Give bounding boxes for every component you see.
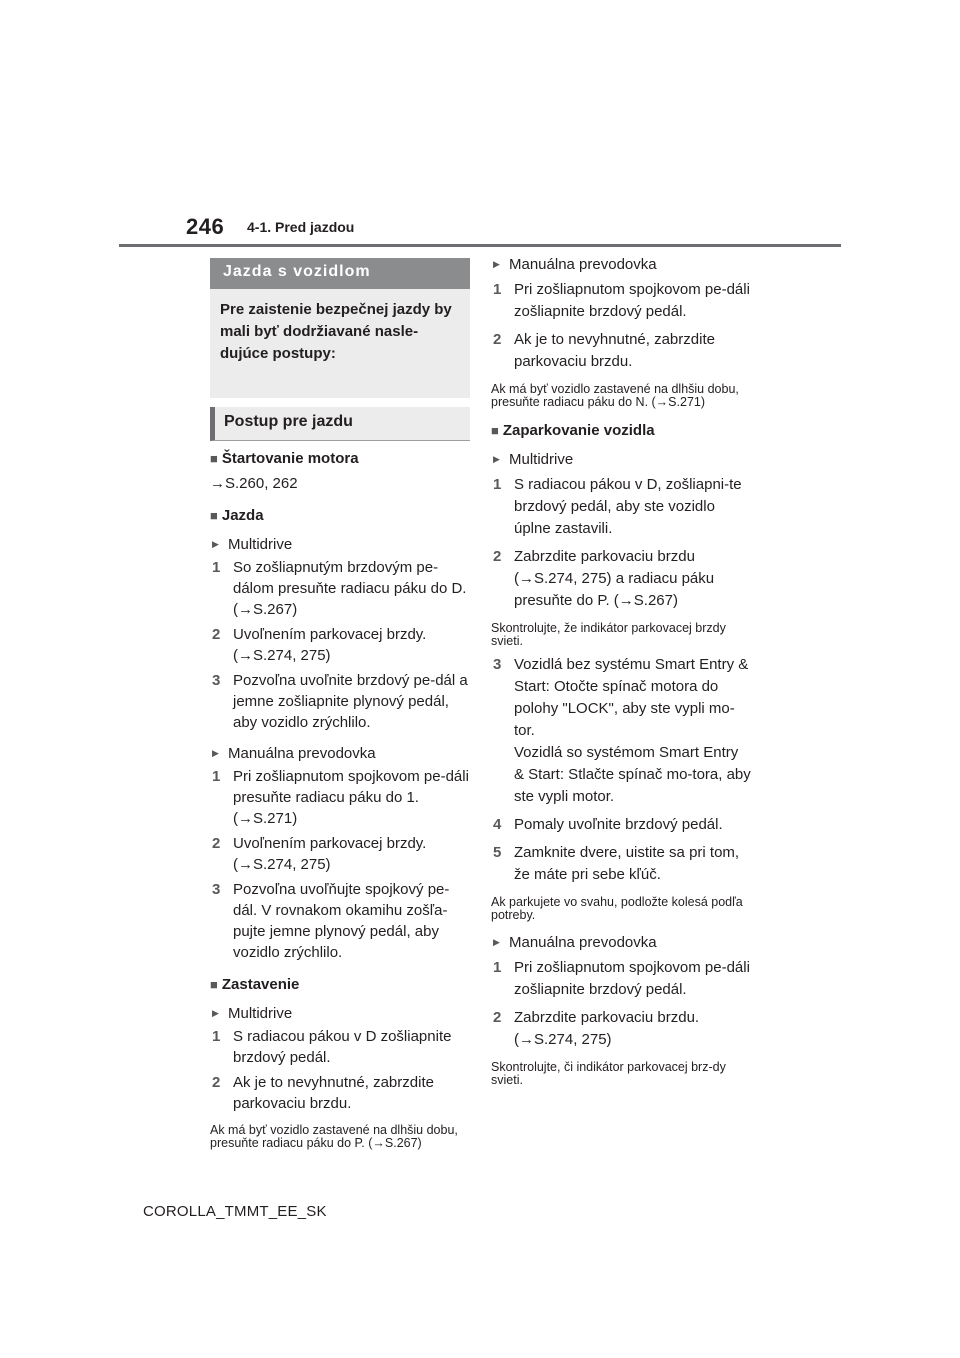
step-text: Ak je to nevyhnutné, zabrzdite parkovaciu brzdu.: [514, 331, 715, 370]
section-title: 4-1. Pred jazdou: [247, 219, 355, 235]
right-column: [491, 258, 751, 1087]
step-number: 2: [212, 626, 221, 643]
step: [210, 557, 470, 620]
step: [491, 842, 751, 886]
step-number: 1: [212, 559, 221, 576]
page-number: 246: [186, 214, 225, 239]
intro-text: Pre zaistenie bezpečnej jazdy by mali byť dodržiavané nasle-dujúce postupy:: [220, 301, 452, 362]
header-rule: [119, 244, 841, 247]
step-text: So zošliapnutým brzdovým pe-dálom presuňte radiacu páku do D. (→S.267): [233, 559, 467, 618]
step-number: 3: [212, 881, 221, 898]
step-number: 2: [212, 835, 221, 852]
step: [491, 957, 751, 1001]
subsection-title: Postup pre jazdu: [210, 407, 470, 441]
box-title: Jazda s vozidlom: [210, 258, 470, 289]
step-text: Pri zošliapnutom spojkovom pe-dáli presuňte radiacu páku do 1. (→S.271): [233, 768, 469, 827]
step: [491, 814, 751, 836]
heading-stopping: ■ Zastavenie: [210, 976, 470, 993]
step: [210, 670, 470, 733]
multidrive-label: ▶ Multidrive: [210, 1005, 470, 1022]
step-number: 1: [493, 476, 502, 493]
step-number: 2: [493, 1009, 502, 1026]
step-text-alt: Vozidlá so systémom Smart Entry & Start: Stlačte spínač mo-tora, aby ste vypli motor.: [514, 744, 751, 805]
step-number: 1: [212, 1028, 221, 1045]
step: [210, 624, 470, 666]
step-text: Zabrzdite parkovaciu brzdu. (→S.274, 275): [514, 1009, 700, 1048]
step-number: 2: [493, 548, 502, 565]
step-text: S radiacou pákou v D, zošliapni-te brzdový pedál, aby ste vozidlo úplne zastavili.: [514, 476, 742, 537]
step-text: Zamknite dvere, uistite sa pri tom, že máte pri sebe kľúč.: [514, 844, 740, 883]
step-text: Pozvoľna uvoľňujte spojkový pe-dál. V rovnakom okamihu zošľa-pujte jemne plynový pedál, aby vozidlo zrýchlilo.: [233, 881, 450, 961]
multidrive-label: ▶ Multidrive: [210, 536, 470, 553]
step: [210, 766, 470, 829]
step-number: 4: [493, 816, 502, 833]
start-ref: →S.260, 262: [210, 475, 298, 492]
step-text: Pomaly uvoľnite brzdový pedál.: [514, 816, 723, 833]
manual-label: ▶ Manuálna prevodovka: [491, 256, 751, 273]
note: Ak má byť vozidlo zastavené na dlhšiu dobu, presuňte radiacu páku do P. (→S.267): [210, 1123, 458, 1150]
step-text: Vozidlá bez systému Smart Entry & Start: Otočte spínač motora do polohy "LOCK", aby ste vypli mo-tor.: [514, 656, 749, 739]
left-column: [210, 258, 470, 1150]
step-text: Ak je to nevyhnutné, zabrzdite parkovaciu brzdu.: [233, 1074, 434, 1112]
step-text: Uvoľnením parkovacej brzdy. (→S.274, 275): [233, 835, 427, 873]
heading-start-engine: ■ Štartovanie motora: [210, 450, 470, 467]
step-number: 1: [493, 281, 502, 298]
manual-label: ▶ Manuálna prevodovka: [210, 745, 470, 762]
step-text: Zabrzdite parkovaciu brzdu (→S.274, 275) a radiacu páku presuňte do P. (→S.267): [514, 548, 715, 609]
footer-code: COROLLA_TMMT_EE_SK: [143, 1203, 327, 1220]
note: Skontrolujte, či indikátor parkovacej brz-dy svieti.: [491, 1060, 726, 1087]
step-number: 5: [493, 844, 502, 861]
step-text: Uvoľnením parkovacej brzdy. (→S.274, 275): [233, 626, 427, 664]
note: Skontrolujte, že indikátor parkovacej brzdy svieti.: [491, 621, 726, 648]
step: [210, 879, 470, 963]
manual-label: ▶ Manuálna prevodovka: [491, 934, 751, 951]
multidrive-label: ▶ Multidrive: [491, 451, 751, 468]
step-number: 2: [212, 1074, 221, 1091]
step-text: Pozvoľna uvoľnite brzdový pe-dál a jemne zošliapnite plynový pedál, aby vozidlo zrýchlilo.: [233, 672, 468, 731]
step: [210, 1026, 470, 1068]
note: Ak má byť vozidlo zastavené na dlhšiu dobu, presuňte radiacu páku do N. (→S.271): [491, 382, 739, 409]
step-number: 2: [493, 331, 502, 348]
step-text: Pri zošliapnutom spojkovom pe-dáli zošliapnite brzdový pedál.: [514, 281, 750, 320]
step: [491, 1007, 751, 1051]
step: [491, 279, 751, 323]
step: [210, 833, 470, 875]
step: [491, 329, 751, 373]
step-number: 1: [493, 959, 502, 976]
step-number: 1: [212, 768, 221, 785]
step-number: 3: [493, 656, 502, 673]
step-number: 3: [212, 672, 221, 689]
step: [491, 546, 751, 612]
step: [491, 474, 751, 540]
step: [210, 1072, 470, 1114]
step: [491, 654, 751, 808]
heading-driving: ■ Jazda: [210, 507, 470, 524]
box-intro: [210, 289, 470, 398]
note: Ak parkujete vo svahu, podložte kolesá podľa potreby.: [491, 895, 743, 922]
heading-parking: ■ Zaparkovanie vozidla: [491, 422, 751, 439]
step-text: S radiacou pákou v D zošliapnite brzdový pedál.: [233, 1028, 452, 1066]
step-text: Pri zošliapnutom spojkovom pe-dáli zošliapnite brzdový pedál.: [514, 959, 750, 998]
